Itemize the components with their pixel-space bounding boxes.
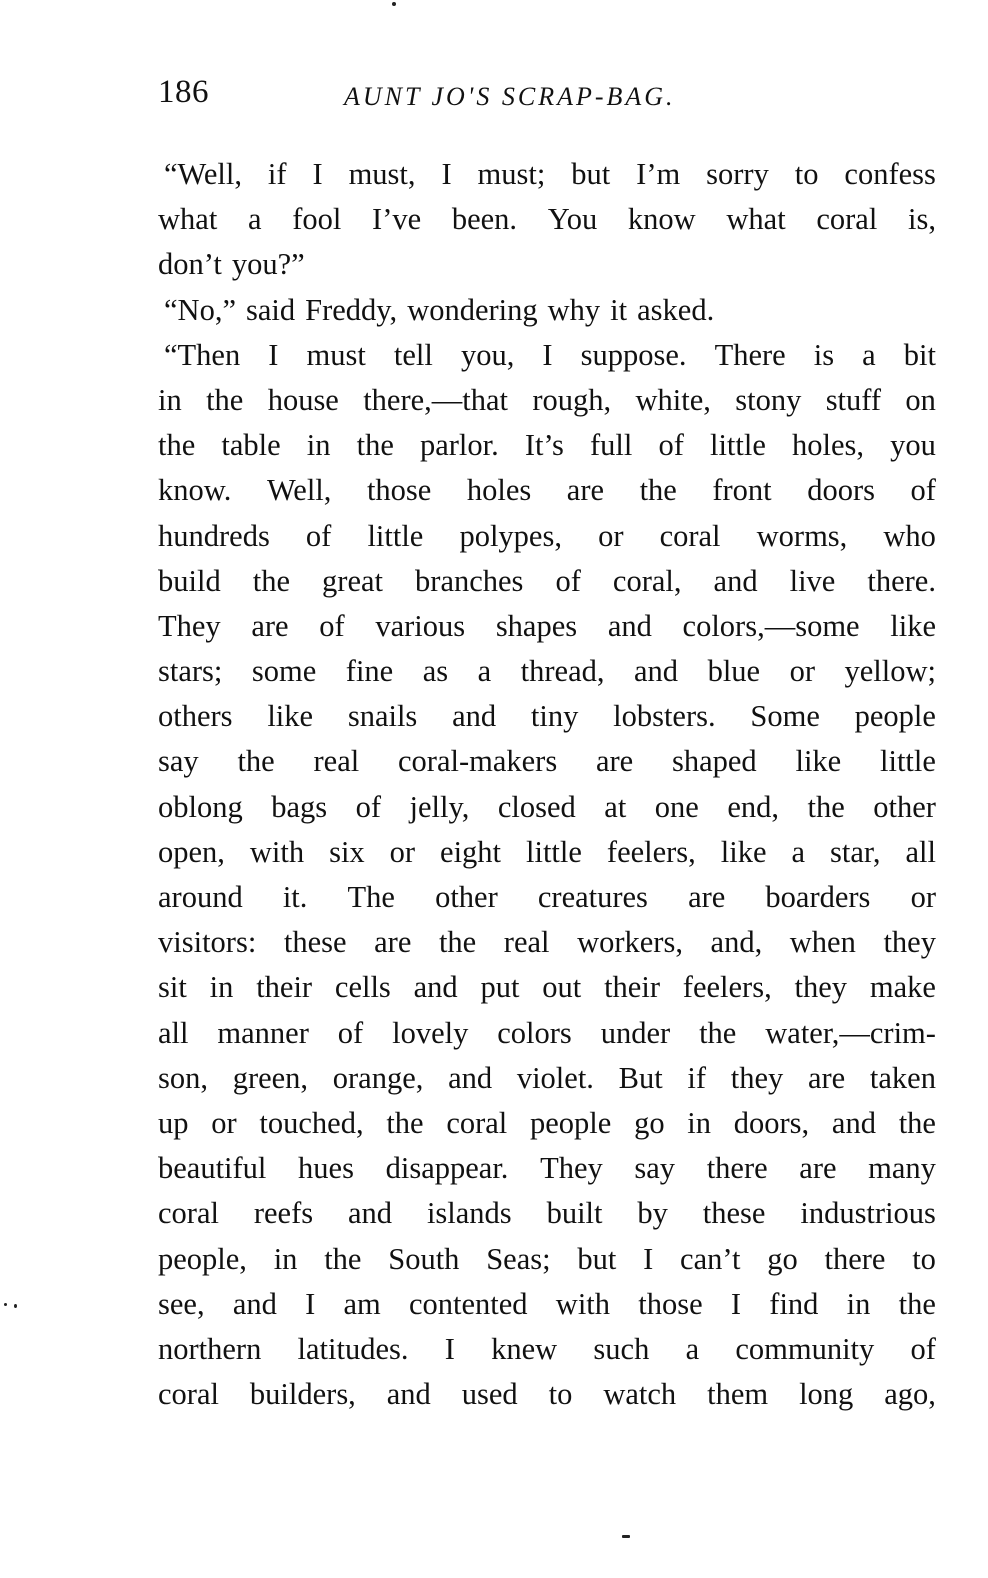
word: under bbox=[600, 1015, 671, 1050]
word: like bbox=[890, 608, 936, 643]
word: in bbox=[273, 1241, 298, 1276]
word: sit bbox=[158, 970, 187, 1005]
word: am bbox=[343, 1286, 381, 1321]
scan-speck bbox=[392, 2, 396, 6]
word: or bbox=[211, 1105, 237, 1140]
word: tell bbox=[393, 337, 433, 372]
word: to bbox=[912, 1241, 936, 1276]
word: table bbox=[221, 428, 281, 463]
text-line bbox=[158, 197, 936, 242]
word: coral bbox=[816, 202, 878, 237]
word: the bbox=[699, 1015, 737, 1050]
word: creatures bbox=[537, 880, 648, 914]
word: as bbox=[422, 654, 449, 689]
word: colors bbox=[497, 1015, 572, 1050]
word: real bbox=[503, 925, 550, 960]
word: confess bbox=[844, 157, 936, 191]
word: beautiful bbox=[158, 1151, 267, 1186]
text-line bbox=[158, 785, 936, 830]
word: a bbox=[791, 834, 806, 869]
word: other bbox=[873, 789, 936, 824]
word: disappear. bbox=[385, 1151, 509, 1186]
word: coral-makers bbox=[398, 744, 558, 779]
word: are bbox=[566, 473, 605, 508]
word: and bbox=[607, 608, 652, 643]
word: others bbox=[158, 699, 233, 734]
word: or bbox=[910, 880, 936, 914]
word: “No,” bbox=[164, 292, 236, 327]
word: must, bbox=[348, 157, 416, 191]
word: lobsters. bbox=[613, 699, 716, 734]
text-line bbox=[158, 152, 936, 197]
word: holes, bbox=[792, 428, 865, 463]
word: little bbox=[880, 744, 936, 779]
word: the bbox=[639, 473, 677, 508]
word: feelers, bbox=[682, 970, 772, 1005]
word: those bbox=[366, 473, 432, 508]
word: bags bbox=[271, 789, 328, 824]
word: contented bbox=[409, 1286, 528, 1321]
text-line bbox=[158, 1056, 936, 1101]
word: I bbox=[444, 1331, 455, 1366]
word: they bbox=[883, 925, 936, 960]
word: It’s bbox=[524, 428, 564, 463]
word: or bbox=[389, 834, 416, 869]
word: of bbox=[910, 1331, 936, 1366]
word: what bbox=[158, 202, 218, 237]
word: and bbox=[831, 1105, 876, 1140]
word: coral bbox=[659, 518, 721, 553]
word: like bbox=[795, 744, 842, 779]
word: are bbox=[595, 744, 634, 779]
word: are bbox=[807, 1060, 846, 1095]
word: of bbox=[355, 789, 382, 824]
word: it bbox=[610, 292, 628, 327]
word: “Then bbox=[164, 337, 241, 372]
word: and bbox=[452, 699, 497, 734]
word: Well, bbox=[266, 473, 332, 508]
word: hundreds bbox=[158, 518, 270, 553]
text-line bbox=[158, 694, 936, 739]
word: why bbox=[547, 292, 601, 327]
word: doors, bbox=[733, 1105, 810, 1140]
word: little bbox=[367, 518, 424, 553]
word: must bbox=[306, 337, 366, 372]
word: South bbox=[388, 1241, 460, 1276]
word: little bbox=[709, 428, 766, 463]
word: asked. bbox=[637, 292, 715, 327]
word: to bbox=[548, 1377, 573, 1412]
text-line bbox=[158, 920, 936, 965]
word: the bbox=[324, 1241, 362, 1276]
word: on bbox=[905, 382, 936, 417]
word: you bbox=[890, 428, 936, 463]
word: front bbox=[712, 473, 772, 508]
word: taken bbox=[869, 1060, 936, 1095]
word: and bbox=[448, 1060, 493, 1095]
word: Some bbox=[750, 699, 820, 734]
word: I bbox=[312, 157, 323, 191]
text-line bbox=[158, 288, 936, 333]
word: feelers, bbox=[606, 834, 696, 869]
word: and bbox=[713, 563, 758, 598]
word: build bbox=[158, 563, 221, 598]
word: and bbox=[386, 1377, 431, 1412]
word: you?” bbox=[231, 247, 305, 282]
word: can’t bbox=[680, 1241, 741, 1276]
word: but bbox=[571, 157, 611, 191]
word: the bbox=[438, 925, 477, 960]
word: it. bbox=[282, 880, 308, 914]
text-line bbox=[158, 649, 936, 694]
word: snails bbox=[347, 699, 418, 734]
word: with bbox=[249, 834, 305, 869]
word: are bbox=[688, 880, 726, 914]
word: and bbox=[348, 1196, 393, 1231]
scan-speck bbox=[622, 1535, 630, 1538]
word: up bbox=[158, 1105, 189, 1140]
word: ago, bbox=[884, 1377, 936, 1412]
word: builders, bbox=[249, 1377, 356, 1412]
word: they bbox=[730, 1060, 784, 1095]
word: lovely bbox=[392, 1015, 469, 1050]
word: I’m bbox=[636, 157, 681, 191]
word: like bbox=[267, 699, 314, 734]
word: touched, bbox=[259, 1105, 364, 1140]
word: the bbox=[898, 1105, 936, 1140]
word: watch bbox=[603, 1377, 677, 1412]
word: The bbox=[347, 880, 395, 914]
word: those bbox=[638, 1286, 703, 1321]
word: with bbox=[555, 1286, 611, 1321]
word: sorry bbox=[706, 157, 769, 191]
word: visitors: bbox=[158, 925, 257, 960]
text-line bbox=[158, 242, 936, 287]
text-line bbox=[158, 378, 936, 423]
text-line bbox=[158, 739, 936, 784]
word: shaped bbox=[671, 744, 757, 779]
word: orange, bbox=[332, 1060, 424, 1095]
word: blue bbox=[707, 654, 761, 689]
word: end, bbox=[727, 789, 779, 824]
word: shapes bbox=[495, 608, 578, 643]
word: I bbox=[305, 1286, 316, 1321]
word: all bbox=[158, 1015, 189, 1050]
word: the bbox=[807, 789, 845, 824]
word: is, bbox=[908, 202, 936, 237]
word: are bbox=[374, 925, 412, 960]
word: the bbox=[158, 428, 196, 463]
text-line bbox=[158, 875, 936, 920]
word: if bbox=[687, 1060, 707, 1095]
page-header bbox=[158, 74, 938, 124]
word: hues bbox=[298, 1151, 354, 1186]
word: star, bbox=[830, 834, 881, 869]
word: make bbox=[869, 970, 936, 1005]
word: the bbox=[898, 1286, 936, 1321]
word: workers, bbox=[577, 925, 683, 960]
word: violet. bbox=[516, 1060, 594, 1095]
word: reefs bbox=[253, 1196, 314, 1231]
word: the bbox=[252, 563, 290, 598]
word: community bbox=[735, 1331, 875, 1366]
word: stony bbox=[735, 382, 802, 417]
word: but bbox=[577, 1241, 617, 1276]
word: out bbox=[542, 970, 582, 1005]
word: white, bbox=[635, 382, 711, 417]
word: tiny bbox=[530, 699, 579, 734]
word: used bbox=[461, 1377, 518, 1412]
word: other bbox=[435, 880, 498, 914]
word: are bbox=[799, 1151, 837, 1186]
word: yellow; bbox=[844, 654, 936, 689]
word: and, bbox=[710, 925, 763, 960]
word: I bbox=[643, 1241, 654, 1276]
word: in bbox=[687, 1105, 712, 1140]
word: say bbox=[158, 744, 199, 779]
word: water,—crim- bbox=[765, 1015, 936, 1050]
word: you, bbox=[460, 337, 515, 372]
word: the bbox=[206, 382, 244, 417]
word: They bbox=[540, 1151, 603, 1186]
word: built bbox=[546, 1196, 603, 1231]
word: I’ve bbox=[372, 202, 422, 237]
word: closed bbox=[497, 789, 576, 824]
word: the bbox=[386, 1105, 424, 1140]
text-line bbox=[158, 1282, 936, 1327]
word: bit bbox=[903, 337, 936, 372]
word: in bbox=[846, 1286, 871, 1321]
word: there bbox=[824, 1241, 886, 1276]
word: live bbox=[789, 563, 836, 598]
word: are bbox=[251, 608, 289, 643]
word: Seas; bbox=[486, 1241, 551, 1276]
word: to bbox=[794, 157, 819, 191]
word: these bbox=[702, 1196, 766, 1231]
word: some bbox=[251, 654, 317, 689]
word: find bbox=[769, 1286, 819, 1321]
word: green, bbox=[232, 1060, 309, 1095]
word: coral, bbox=[612, 563, 682, 598]
word: eight bbox=[440, 834, 502, 869]
word: coral bbox=[158, 1377, 219, 1412]
word: such bbox=[593, 1331, 650, 1366]
word: there. bbox=[867, 563, 936, 598]
word: colors,—some bbox=[682, 608, 860, 643]
scan-speck bbox=[4, 1303, 7, 1306]
word: in bbox=[209, 970, 234, 1005]
word: these bbox=[283, 925, 347, 960]
word: see, bbox=[158, 1286, 205, 1321]
word: people bbox=[530, 1105, 612, 1140]
word: stars; bbox=[158, 654, 223, 689]
word: stuff bbox=[825, 382, 882, 417]
word: them bbox=[707, 1377, 769, 1412]
word: long bbox=[799, 1377, 854, 1412]
word: at bbox=[604, 789, 627, 824]
word: of bbox=[658, 428, 684, 463]
word: various bbox=[375, 608, 466, 643]
word: one bbox=[654, 789, 699, 824]
word: around bbox=[158, 880, 243, 914]
word: polypes, bbox=[459, 518, 562, 553]
word: or bbox=[789, 654, 815, 689]
word: of bbox=[555, 563, 581, 598]
word: holes bbox=[466, 473, 532, 508]
word: “Well, bbox=[164, 157, 242, 191]
word: worms, bbox=[756, 518, 848, 553]
word: manner bbox=[217, 1015, 309, 1050]
word: been. bbox=[451, 202, 518, 237]
word: oblong bbox=[158, 789, 243, 824]
word: what bbox=[726, 202, 786, 237]
word: go bbox=[767, 1241, 798, 1276]
word: don’t bbox=[158, 247, 222, 282]
word: a bbox=[862, 337, 876, 372]
word: latitudes. bbox=[297, 1331, 409, 1366]
word: know bbox=[627, 202, 696, 237]
word: and bbox=[413, 970, 458, 1005]
scan-speck bbox=[14, 1304, 17, 1308]
word: open, bbox=[158, 834, 225, 869]
word: all bbox=[905, 834, 936, 869]
word: jelly, bbox=[409, 789, 470, 824]
word: is bbox=[813, 337, 835, 372]
word: people bbox=[854, 699, 936, 734]
word: fool bbox=[292, 202, 342, 237]
text-line bbox=[158, 965, 936, 1010]
text-line bbox=[158, 423, 936, 468]
word: wondering bbox=[407, 292, 538, 327]
text-line bbox=[158, 1011, 936, 1056]
text-line bbox=[158, 1101, 936, 1146]
word: their bbox=[256, 970, 313, 1005]
word: in bbox=[306, 428, 331, 463]
word: the bbox=[237, 744, 275, 779]
word: when bbox=[789, 925, 856, 960]
word: There bbox=[714, 337, 786, 372]
word: by bbox=[637, 1196, 668, 1231]
word: fine bbox=[345, 654, 394, 689]
word: rough, bbox=[532, 382, 612, 417]
text-line bbox=[158, 1372, 936, 1417]
word: the bbox=[356, 428, 394, 463]
word: in bbox=[158, 382, 182, 417]
word: they bbox=[794, 970, 848, 1005]
word: if bbox=[267, 157, 287, 191]
word: I bbox=[441, 157, 452, 191]
word: boarders bbox=[765, 880, 871, 914]
word: branches bbox=[415, 563, 524, 598]
word: real bbox=[313, 744, 360, 779]
text-line bbox=[158, 604, 936, 649]
word: Freddy, bbox=[305, 292, 398, 327]
word: there,—that bbox=[363, 382, 509, 417]
word: or bbox=[598, 518, 624, 553]
word: I bbox=[268, 337, 279, 372]
word: who bbox=[883, 518, 936, 553]
word: cells bbox=[334, 970, 391, 1005]
text-line bbox=[158, 333, 936, 378]
word: industrious bbox=[800, 1196, 936, 1231]
word: little bbox=[526, 834, 582, 869]
word: house bbox=[267, 382, 339, 417]
word: I bbox=[542, 337, 553, 372]
word: son, bbox=[158, 1060, 208, 1095]
word: know. bbox=[158, 473, 232, 508]
word: say bbox=[634, 1151, 676, 1186]
word: a bbox=[685, 1331, 700, 1366]
text-line bbox=[158, 1237, 936, 1282]
word: must; bbox=[477, 157, 546, 191]
running-title: AUNT JO'S SCRAP-BAG. bbox=[344, 82, 676, 111]
word: parlor. bbox=[419, 428, 499, 463]
word: a bbox=[477, 654, 492, 689]
word: great bbox=[322, 563, 383, 598]
word: of bbox=[910, 473, 936, 508]
word: people, bbox=[158, 1241, 247, 1276]
word: But bbox=[618, 1060, 663, 1095]
word: there bbox=[706, 1151, 768, 1186]
word: many bbox=[868, 1151, 936, 1186]
word: like bbox=[720, 834, 767, 869]
word: coral bbox=[446, 1105, 508, 1140]
text-line bbox=[158, 1146, 936, 1191]
word: of bbox=[319, 608, 345, 643]
word: put bbox=[480, 970, 520, 1005]
word: and bbox=[634, 654, 679, 689]
word: knew bbox=[491, 1331, 558, 1366]
word: I bbox=[730, 1286, 742, 1321]
word: islands bbox=[426, 1196, 512, 1231]
word: coral bbox=[158, 1196, 219, 1231]
word: doors bbox=[807, 473, 875, 508]
word: You bbox=[547, 202, 598, 237]
word: of bbox=[337, 1015, 364, 1050]
word: six bbox=[329, 834, 365, 869]
text-line bbox=[158, 830, 936, 875]
word: suppose. bbox=[580, 337, 687, 372]
page-number: 186 bbox=[158, 74, 209, 110]
word: a bbox=[247, 202, 262, 237]
word: their bbox=[604, 970, 660, 1005]
text-line bbox=[158, 1191, 936, 1236]
text-body bbox=[158, 152, 936, 1417]
word: go bbox=[634, 1105, 665, 1140]
text-line bbox=[158, 1327, 936, 1372]
word: northern bbox=[158, 1331, 262, 1366]
word: thread, bbox=[520, 654, 605, 689]
word: full bbox=[589, 428, 633, 463]
word: of bbox=[305, 518, 332, 553]
word: and bbox=[232, 1286, 277, 1321]
text-line bbox=[158, 559, 936, 604]
word: They bbox=[158, 608, 221, 643]
text-line bbox=[158, 514, 936, 559]
word: said bbox=[245, 292, 296, 327]
text-line bbox=[158, 468, 936, 513]
